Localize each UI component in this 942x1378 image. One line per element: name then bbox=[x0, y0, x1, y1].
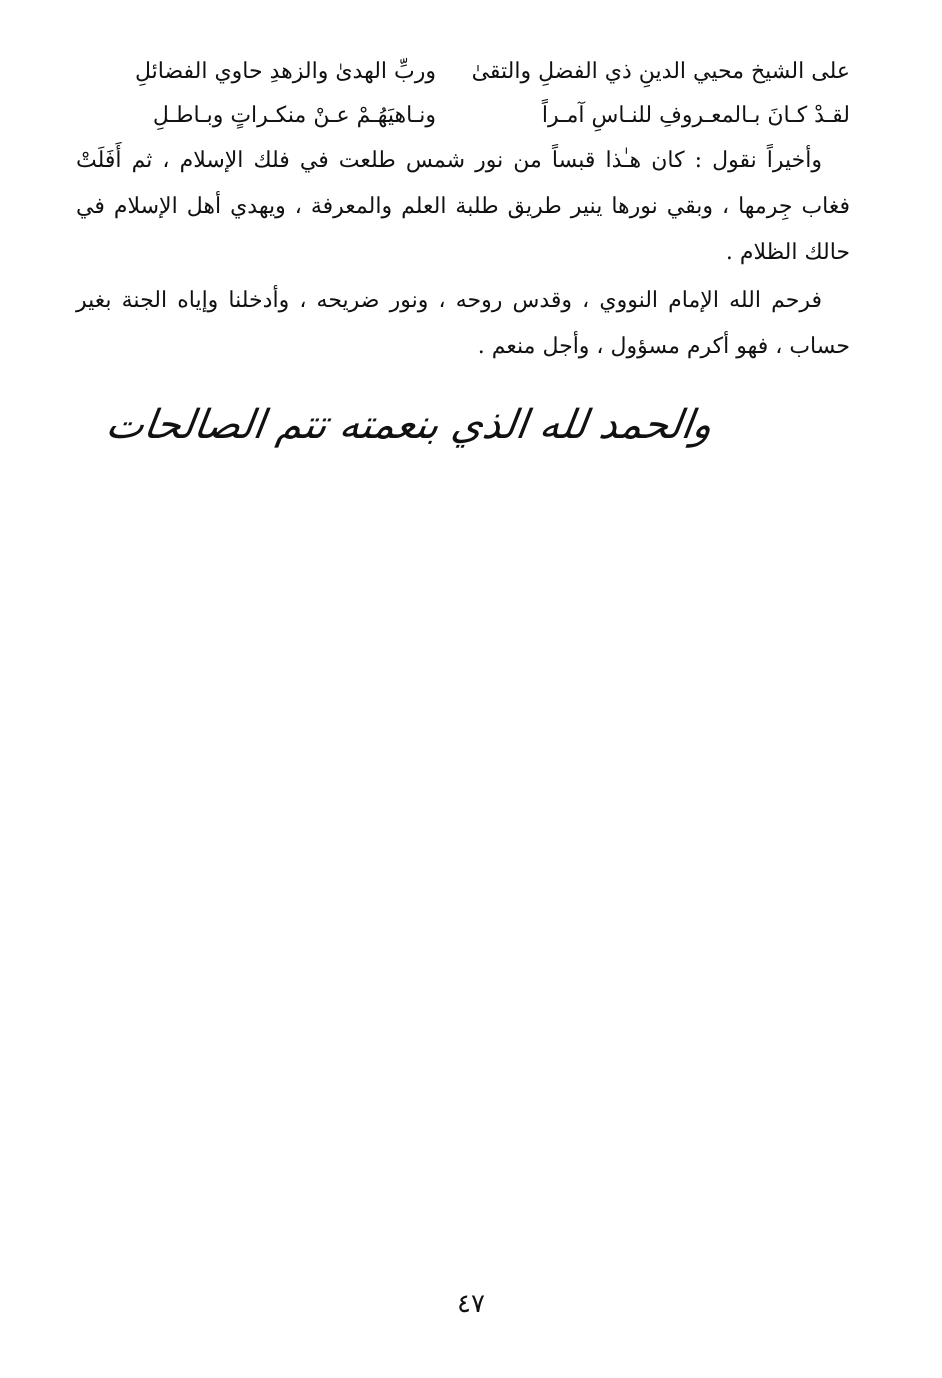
paragraph-supplication: فرحم الله الإمام النووي ، وقدس روحه ، ونور ضريحه ، وأدخلنا وإياه الجنة بغير حساب ، فهو أكرم مسؤول ، وأجل منعم . bbox=[76, 288, 850, 359]
verse-2-first-hemistich: لقـدْ كـانَ بـالمعـروفِ للنـاسِ آمـراً bbox=[541, 103, 850, 128]
verse-1-first-hemistich: على الشيخ محيي الدينِ ذي الفضلِ والتقىٰ bbox=[471, 59, 850, 84]
main-text-block bbox=[76, 50, 850, 370]
paragraph-conclusion: وأخيراً نقول : كان هـٰذا قبساً من نور شمس طلعت في فلك الإسلام ، ثم أَفَلَتْ فغاب جِرمها ، وبقي نورها ينير طريق طلبة العلم والمعرفة ، ويهدي أهل الإسلام في حالك الظلام . bbox=[76, 148, 850, 265]
page-number: ٤٧ bbox=[457, 1289, 485, 1319]
verse-1-second-hemistich: وربِّ الهدىٰ والزهدِ حاوي الفضائلِ bbox=[134, 59, 436, 84]
verse-2-second-hemistich: ونـاهيَهُـمْ عـنْ منكـراتٍ وبـاطـلِ bbox=[152, 103, 436, 128]
poem-verse-2 bbox=[76, 94, 850, 138]
poem-verse-1 bbox=[76, 50, 850, 94]
closing-calligraphy: والحمد لله الذي بنعمته تتم الصالحات bbox=[103, 402, 716, 448]
